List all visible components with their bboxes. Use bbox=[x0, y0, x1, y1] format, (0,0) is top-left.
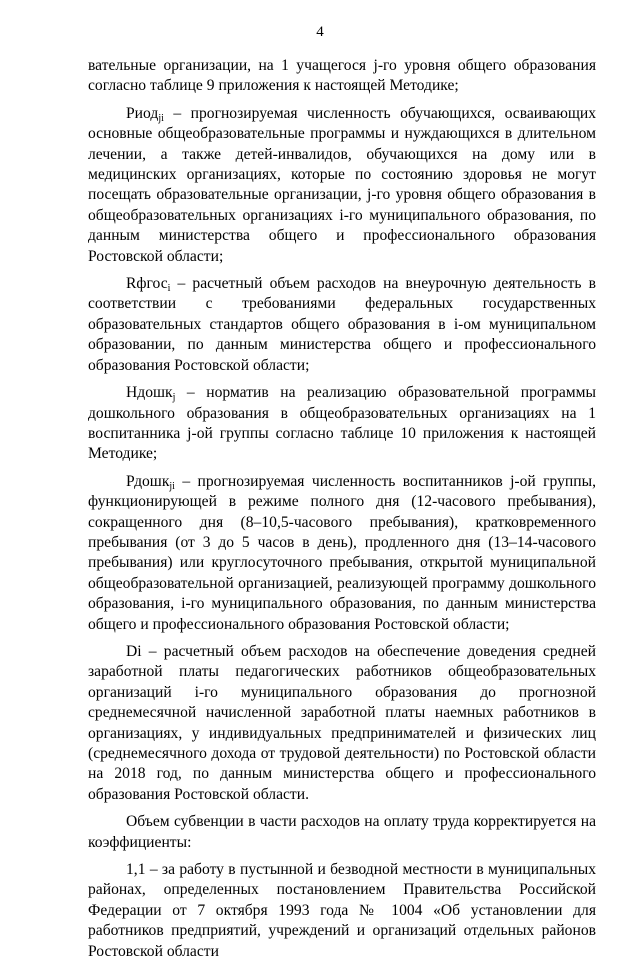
paragraph-rfgos-definition: Rфгос$_i$ – расчетный объем расходов на внеурочную деятельность в соответствии с требованиями федеральных государственных образовательных стандартов общего образования в i-ом муниципальном образовании, по данным министерства общего и профессионального образования Ростовской области; bbox=[88, 275, 596, 374]
paragraph-continuation: вательные организации, на 1 учащегося j-го уровня общего образования согласно таблице 9 приложения к настоящей Методике; bbox=[88, 57, 596, 95]
paragraph-rdoshk-definition: Рдошк$_{ji}$ – прогнозируемая численность воспитанников j-ой группы, функционирующей в режиме полного дня (12-часового пребывания), сокращенного дня (8–10,5-часового пребывания), кратковременного пребывания (от 3 до 5 часов в день), продленного дня (13–14-часового пребывания) или круглосуточного пребывания, открытой муниципальной общеобразовательной организацией, реализующей программу дошкольного образования, i-го муниципального образования, по данным министерства общего и профессионального образования Ростовской области; bbox=[88, 472, 596, 633]
paragraph-ndoshk-definition: Ндошк$_j$ – норматив на реализацию образовательной программы дошкольного образования в общеобразовательных организациях на 1 воспитанника j-ой группы согласно таблице 10 приложения к настоящей Методике; bbox=[88, 384, 596, 463]
page-number: 4 bbox=[316, 24, 324, 40]
paragraph-coefficients-intro: Объем субвенции в части расходов на оплату труда корректируется на коэффициенты: bbox=[88, 813, 596, 851]
paragraph-di-definition: Di – расчетный объем расходов на обеспечение доведения средней заработной платы педагогических работников общеобразовательных организаций i-го муниципального образования до прогнозной среднемесячной начисленной заработной платы наемных работников в организациях, у индивидуальных предпринимателей и физических лиц (среднемесячного дохода от трудовой деятельности) по Ростовской области на 2018 год, по данным министерства общего и профессионального образования Ростовской области. bbox=[88, 642, 596, 803]
paragraph-riod-definition: Риод$_{ji}$ – прогнозируемая численность обучающихся, осваивающих основные общеобразовательные программы и нуждающихся в длительном лечении, а также детей-инвалидов, обучающихся на дому или в медицинских организациях, которые по состоянию здоровья не могут посещать образовательные организации, j-го уровня общего образования в общеобразовательных организациях i-го муниципального образования, по данным министерства общего и профессионального образования Ростовской области; bbox=[88, 104, 596, 265]
paragraph-coefficient-desert: 1,1 – за работу в пустынной и безводной местности в муниципальных районах, определенных постановлением Правительства Российской Федерации от 7 октября 1993 года № 1004 «Об установлении для работников предприятий, учреждений и организаций отдельных районов Ростовской области bbox=[88, 861, 596, 960]
document-body bbox=[88, 56, 596, 969]
